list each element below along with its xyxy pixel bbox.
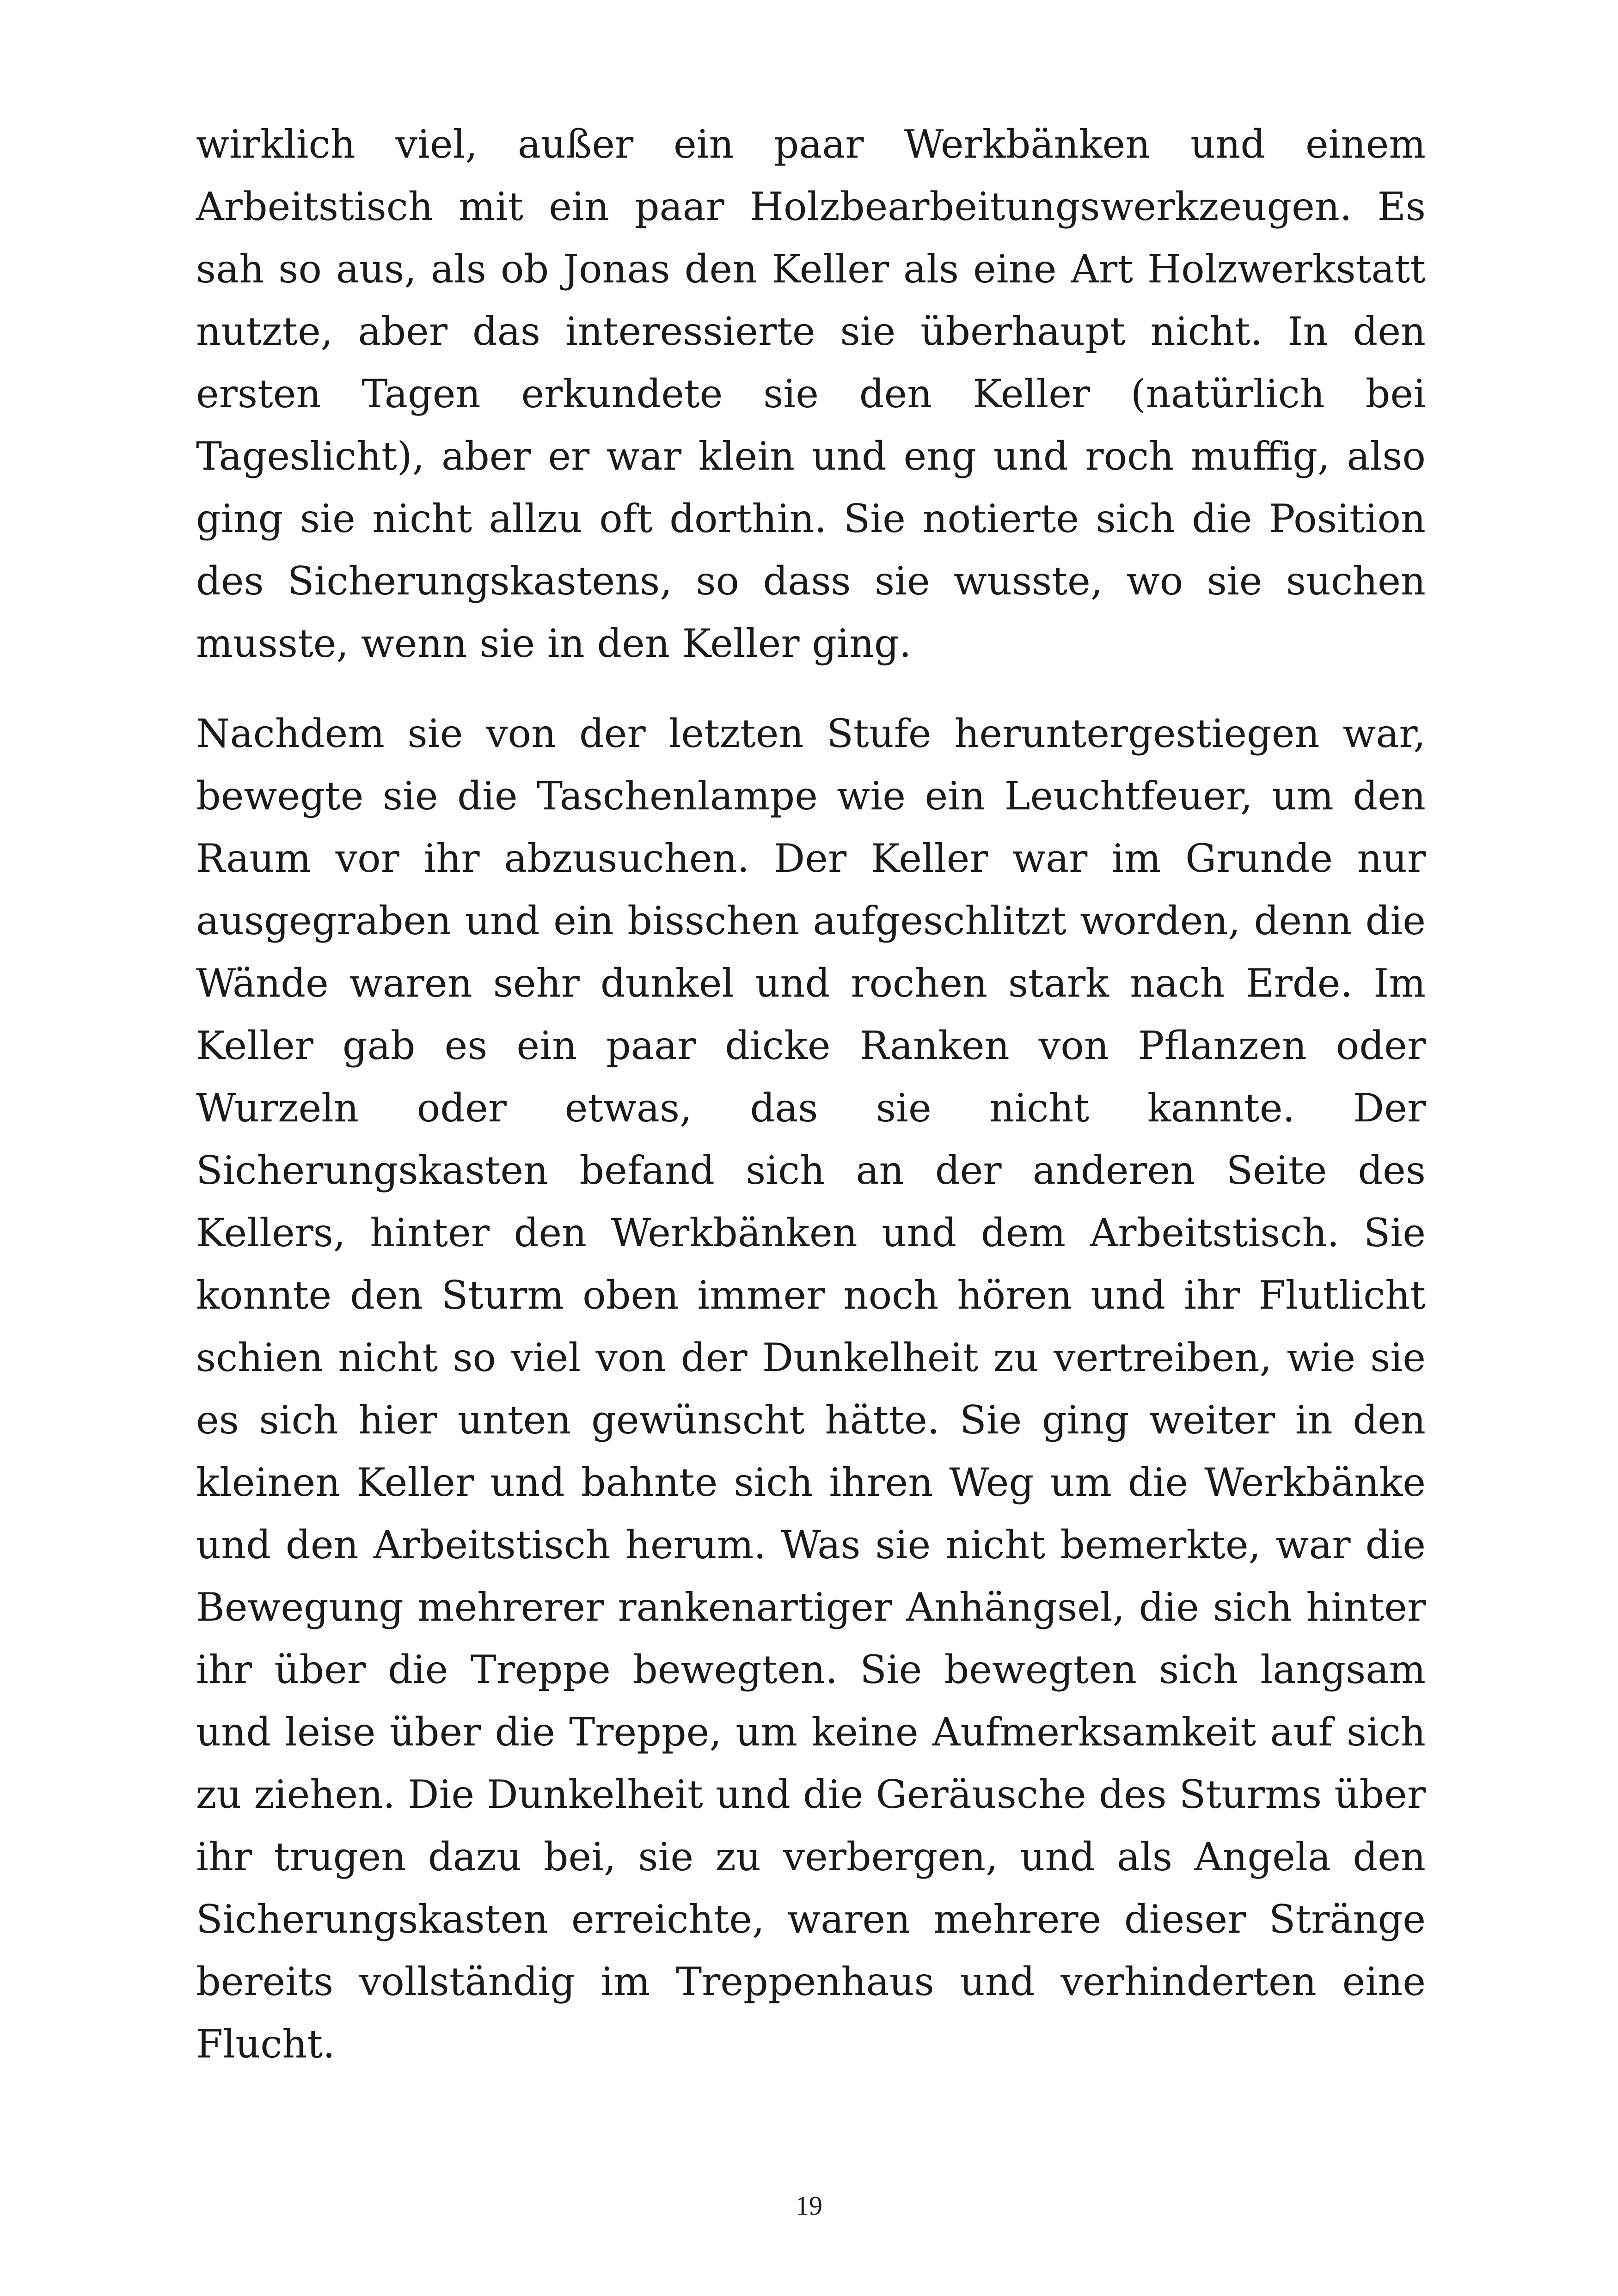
body-text-block-1 (196, 113, 1426, 675)
paragraph-2: Nachdem sie von der letzten Stufe heruntergestiegen war, bewegte sie die Taschenlampe wie ein Leuchtfeuer, um den Raum vor ihr abzusuchen. Der Keller war im Grunde nur ausgegraben und ein bisschen aufgeschlitzt worden, denn die Wände waren sehr dunkel und rochen stark nach Erde. Im Keller gab es ein paar dicke Ranken von Pflanzen oder Wurzeln oder etwas, das sie nicht kannte. Der Sicherungskasten befand sich an der anderen Seite des Kellers, hinter den Werkbänken und dem Arbeitstisch. Sie konnte den Sturm oben immer noch hören und ihr Flutlicht schien nicht so viel von der Dunkelheit zu vertreiben, wie sie es sich hier unten gewünscht hätte. Sie ging weiter in den kleinen Keller und bahnte sich ihren Weg um die Werkbänke und den Arbeitstisch herum. Was sie nicht bemerkte, war die Bewegung mehrerer rankenartiger Anhängsel, die sich hinter ihr über die Treppe bewegten. Sie bewegten sich langsam und leise über die Treppe, um keine Aufmerksamkeit auf sich zu ziehen. Die Dunkelheit und die Geräusche des Sturms über ihr trugen dazu bei, sie zu verbergen, und als Angela den Sicherungskasten erreichte, waren mehrere dieser Stränge bereits vollständig im Treppenhaus und verhinderten eine Flucht. (196, 711, 1426, 2067)
body-text-block-2 (196, 703, 1426, 2076)
page-number: 19 (796, 2191, 822, 2221)
paragraph-1: wirklich viel, außer ein paar Werkbänken und einem Arbeitstisch mit ein paar Holzbearbeitungswerkzeugen. Es sah so aus, als ob Jonas den Keller als eine Art Holzwerkstatt nutzte, aber das interessierte sie überhaupt nicht. In den ersten Tagen erkundete sie den Keller (natürlich bei Tageslicht), aber er war klein und eng und roch muffig, also ging sie nicht allzu oft dorthin. Sie notierte sich die Position des Sicherungskastens, so dass sie wusste, wo sie suchen musste, wenn sie in den Keller ging. (196, 122, 1426, 666)
